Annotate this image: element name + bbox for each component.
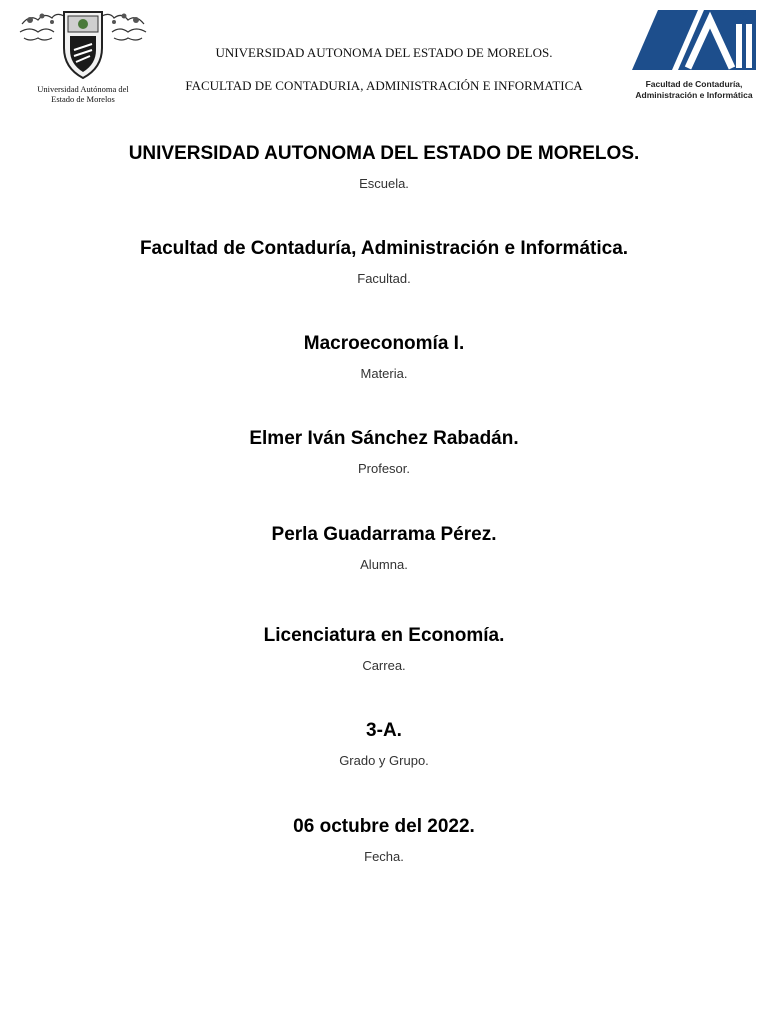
- field-date: [0, 815, 768, 865]
- field-school-label: Escuela.: [359, 176, 409, 191]
- field-school-value: UNIVERSIDAD AUTONOMA DEL ESTADO DE MORELOS.: [128, 143, 640, 164]
- field-subject-value: Macroeconomía I.: [303, 333, 465, 354]
- fcaei-logo: [628, 2, 760, 110]
- field-student: [0, 523, 768, 573]
- field-degree-value: Licenciatura en Economía.: [263, 625, 505, 646]
- field-grade-group-label: Grado y Grupo.: [339, 753, 429, 768]
- field-student-label: Alumna.: [360, 557, 408, 572]
- field-professor-label: Profesor.: [357, 461, 411, 476]
- fcaei-logo-caption-line1: Facultad de Contaduría,: [645, 79, 743, 89]
- header-faculty-name: FACULTAD DE CONTADURIA, ADMINISTRACIÓN E INFORMATICA: [185, 78, 583, 93]
- field-subject: [0, 332, 768, 382]
- fcaei-superscript: e: [740, 7, 749, 24]
- field-faculty-label: Facultad.: [357, 271, 411, 286]
- field-professor-value: Elmer Iván Sánchez Rabadán.: [249, 428, 519, 449]
- field-degree-label: Carrea.: [362, 658, 406, 673]
- uaem-crest-icon: [12, 4, 154, 82]
- field-professor: [0, 427, 768, 477]
- field-faculty: [0, 237, 768, 287]
- header-university-name: UNIVERSIDAD AUTONOMA DEL ESTADO DE MORELOS.: [215, 45, 553, 60]
- uaem-logo: [12, 4, 154, 108]
- field-degree: [0, 624, 768, 674]
- document-header: [0, 0, 768, 115]
- field-grade-group-value: 3-A.: [366, 720, 402, 741]
- uaem-logo-caption-line1: Universidad Autónoma del: [37, 84, 129, 94]
- field-faculty-value: Facultad de Contaduría, Administración e Informática.: [139, 238, 629, 259]
- field-date-value: 06 octubre del 2022.: [293, 816, 475, 837]
- fcaei-logo-caption-line2: Administración e Informática: [635, 90, 753, 100]
- field-grade-group: [0, 719, 768, 769]
- uaem-logo-caption-line2: Estado de Morelos: [51, 94, 115, 104]
- field-student-value: Perla Guadarrama Pérez.: [271, 524, 497, 545]
- fcaei-mark-icon: [628, 2, 760, 76]
- field-date-label: Fecha.: [364, 849, 404, 864]
- field-subject-label: Materia.: [360, 366, 408, 381]
- field-school: [0, 142, 768, 192]
